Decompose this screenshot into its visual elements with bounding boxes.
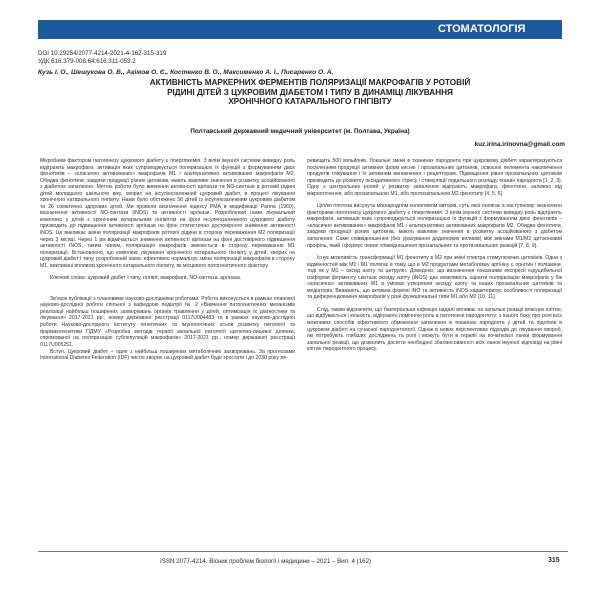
title-line: РІДИНІ ДІТЕЙ З ЦУКРОВИМ ДІАБЕТОМ І ТИПУ В ДИНАМІЦІ ЛІКУВАННЯ [167, 87, 453, 97]
journal-footer: ISSN 2077-4214. Вісник проблем біології і медицини – 2021 – Вип. 4 (162) [160, 558, 372, 565]
title-line: АКТИВНІСТЬ МАРКЕРНИХ ФЕРМЕНТІВ ПОЛЯРИЗАЦІЇ МАКРОФАГІВ У РОТОВІЙ [149, 78, 471, 87]
body-paragraph: Ціллю гіпотеза висунута міжнародним колективом авторів, суть якої полягає в наступному: визначено факторами патогенезу цукрового діабету є гіперглікемія. З вілім імунної системи виведну роль відіграють макрофаги, активація яких супроводжується поляризацією їх функцій з формуванням двох фенотипів – «класично активованих» макрофагів М1 і альтернативно активованих макрофагів М2. Обидва фенотипи, завдяки продукції різних цитокінів, мають важливе значення в розвитку асоційованого з діабетом запалення. Саме співвідношення (без урахування додаткових впливів) між змінами М1/М2 цитокіновий профіль, який і формує певне співвідношення прозапальних та протизапальних реакцій [7, 8, 9]. [307, 203, 562, 249]
right-column [307, 158, 562, 353]
left-column [40, 158, 295, 362]
authors-line: Кузь І. О., Шешукова О. В., Акімов О. Є., Костенко В. О., Максименко А. І., Писаренко О. А. [38, 69, 334, 76]
section-title: СТОМАТОЛОГІЯ [430, 20, 562, 39]
page-number: 315 [548, 557, 560, 564]
body-paragraph: ревищить 500 мільйонів. Локальні зміни в тканинах пародонта при цукровому діабеті характеризуються посиленням продукції активних форм кисню і прозапальних цитокінів, освоєнні пелемента накопичення продуктів глікування і їх активним виникнення і рецепторам. Підвищення рівня прозапальних цитокінів призводить до розвитку оксидативного стресу і стимуляції подальшого розпаду тканин пародонта [1, 2, 3]. Одну з центральних ролей у розвитку запалення відіграють макрофаги, фенотипи, залежно від мікрооточення, або прозапальною М1, або протизапальною М2 фенотипу [4, 5, 6]. [307, 158, 562, 197]
contact-email[interactable]: kuz.irina.irinovna@gmail.com [474, 141, 565, 148]
abstract-paragraph: Мікробним фактором патогенезу цукрового діабету є гіперглікемія. З вілім імунної системи виведну роль відіграють макрофаги, активація яких супроводжується поляризацією їх функцій з формуванням двох фенотипів – «класично активованих» макрофагів М1 і альтернативно активованих макрофагів М2. Обидва фенотипи, завдяки продукції різних цитокінів, мають важливе значення в розвитку асоційованого з діабетом запалення. Метою роботи було вивчення активності аргінази та NO-синтази в ротовій рідині дітей молодшого шкільного віку, хворих на інсулінозалежний цукровий діабет, в процесі лікування хронічного катарального гінгівіту. Нами було обстежено 56 дітей із інсулінозалежним цукровим діабетом та 26 соматично здорових дітей. Ми провели визначення індексу РМА в модифікації Parma (1960), визначення активності NO-синтази (iNOS) та активності аргінази. Розроблений нами лікувальний комплекс у дітей з хронічним катаральним гінгівітом на фоні інсулінозалежного цукрового діабету призводить до підвищення активності аргінази на фоні статистично достовірного зниження активності iNOS. Це викликає зміни поляризації макрофагів ротової рідини в сторону переважання М2 поляризації через 3 місяці. Через 1 рік відмічається зниження активності аргінази на фоні достовірного підвищення активності iNOS, таким чином, поляризація макрофагів змінюється в сторону переважання М1 поляризації. Встановлено, що комплекс лікування хронічного катарального гінгівіту у дітей, хворих на цукровий діабет І типу, розроблений нами, ефективно нормалізує зміни поляризації макрофагів в сторону М1, викликані впливом хронічного катарального гінгівіту, як місцевого патогенетичного фактору. [40, 158, 295, 269]
body-paragraph: Слід, таким відзначити, що бактеріальна інфекція надалі впливає на запальні реакції власних клітин, що відбувається і кількість, відіграють помічною роль в патогенезі пародонтиту; з іншого боку про ролі всіх можливих способів ефективного обмеження запалення в тканинах пародонта у дітей та підлітків в цукровом діабеті на сучасної пародонтології. Однак в нових перспективах підходів до лікування хвороб, які потребують глибших досліджень та ролі і можуть бути в терапії на початкової ланки формування запальної реакції, що дозволить досягти необхідної збалансованості всіх ланок імунної відповіді на рівні клітин пародонтного процесу. [307, 306, 562, 353]
keywords-paragraph: Ключові слова: цукровий діабет І типу, гінгівіт, макрофаги, NO-синтаза, аргіназа. [50, 275, 242, 282]
doi-line[interactable]: DOI 10.29254/2077-4214-2021-4-162-315-319 [38, 50, 167, 57]
title-line: ХРОНІЧНОГО КАТАРАЛЬНОГО ГІНГІВІТУ [228, 97, 392, 107]
introduction-paragraph: Вступ. Цукровий діабет – одне з найбільш поширених метаболічних захворювань. За прогнозами International Diabetes Federation (IDF) число хворих на цукровий діабет буде зростати і до 2030 року ле- [40, 348, 295, 362]
publication-link-paragraph: Зв'язок публікації з плановими науково-дослідними роботами. Робота виконується в рамках планової науково-дослідної роботи спільної з кафедрою педіатрії № 2 «Вивчення патогенетичних механізмів реалізації найбільш поширених захворювань органів травлення у дітей, оптимізація їх діагностики та лікування» 2017-2021 рр., номер державної реєстрації 0117U004483 та в рамках науково-дослідної роботи Науково-дослідного інституту генетичних та імунологічних основ розвитку патології та фармакогенетики ПДМУ «Розробка методів терапії запальної патології щелепно-лицевої ділянки, спрямованої на поляризацію субпопуляцій макрофагів» 2017-2021 рр., номер державної реєстрації 0117U005251. [40, 295, 295, 348]
affiliation: Полтавський державний медичний університет (м. Полтава, Україна) [190, 128, 410, 135]
footer-divider [38, 551, 568, 552]
article-title [90, 78, 530, 107]
body-paragraph: Існує можливість трансформації М1 фенотипу в М2 при зміні спектра стимулюючих цитокінів. Одна з відмінностей між М2 і М1 полягає в тому, що в М2 продуктами метаболізму аргініну є орнітин і поліаміни, тоді як у М1 – оксид азоту та цитрулін. Доведено, що визначення показників експресії індуцибельної ізоформи ферменту синтази оксиду азоту (iNOS) дає можливість оцінити поляризацію макрофагів у бік «класично» активованих М1 в умовах утворення оксиду азоту та інших прозапальних цитокінів та медіаторів. Вважають, що активна фізичні iNO та активність iNOS характеризує особливості поляризації та диференціювання макрофагів у різні функціональні типи М1 або М2 [10, 11]. [307, 255, 562, 301]
header-band [38, 20, 430, 39]
udc-line: УДК 616.379-008.64:616.311-053.2 [38, 58, 136, 65]
